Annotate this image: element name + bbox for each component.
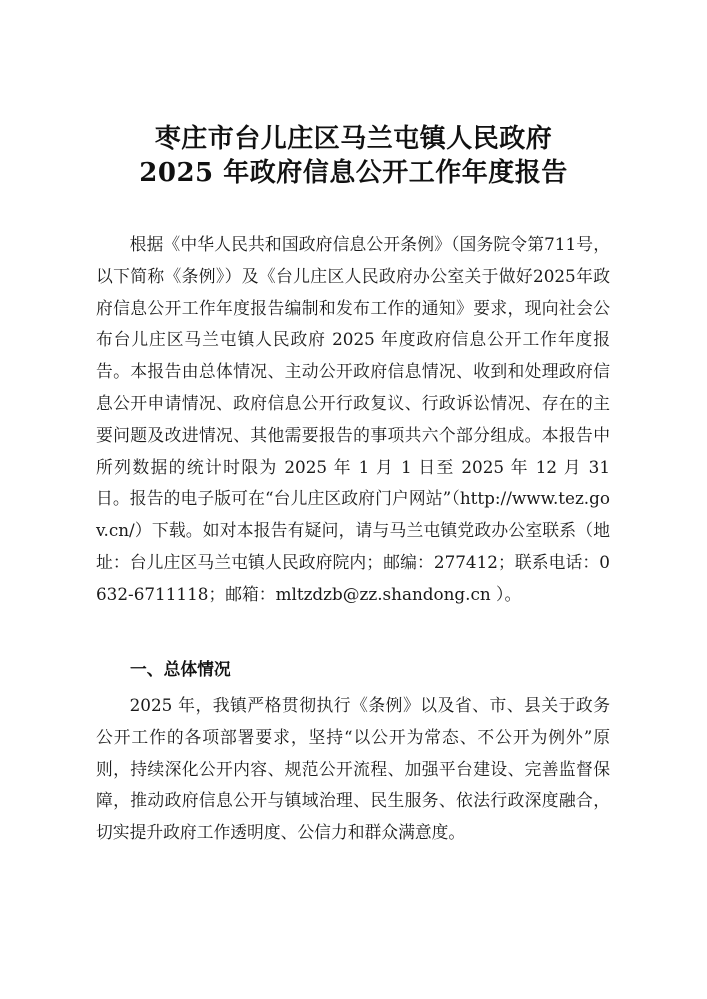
overview-paragraph: 2025 年，我镇严格贯彻执行《条例》以及省、市、县关于政务公开工作的各项部署要求，坚持“以公开为常态、不公开为例外”原则，持续深化公开内容、规范公开流程、加强平台建设、完善监督保障，推动政府信息公开与镇域治理、民生服务、依法行政深度融合，切实提升政府工作透明度、公信力和群众满意度。	[96, 695, 610, 843]
section-heading-overview: 一、总体情况	[130, 659, 231, 679]
document-title-line-2: 2025 年政府信息公开工作年度报告	[139, 158, 568, 188]
document-title-line-1: 枣庄市台儿庄区马兰屯镇人民政府	[154, 124, 553, 154]
intro-paragraph: 根据《中华人民共和国政府信息公开条例》（国务院令第711号，以下简称《条例》）及《台儿庄区人民政府办公室关于做好2025年政府信息公开工作年度报告编制和发布工作的通知》要求，现向社会公布台儿庄区马兰屯镇人民政府 2025 年度政府信息公开工作年度报告。本报告由总体情况、主动公开政府信息情况、收到和处理政府信息公开申请情况、政府信息公开行政复议、行政诉讼情况、存在的主要问题及改进情况、其他需要报告的事项共六个部分组成。本报告中所列数据的统计时限为 2025 年 1 月 1 日至 2025 年 12 月 31 日。报告的电子版可在“台儿庄区政府门户网站”（http://www.tez.gov.cn/）下载。如对本报告有疑问，请与马兰屯镇党政办公室联系（地址：台儿庄区马兰屯镇人民政府院内；邮编：277412；联系电话：0632-6711118；邮箱：mltzdzb@zz.shandong.cn ）。	[96, 234, 610, 604]
